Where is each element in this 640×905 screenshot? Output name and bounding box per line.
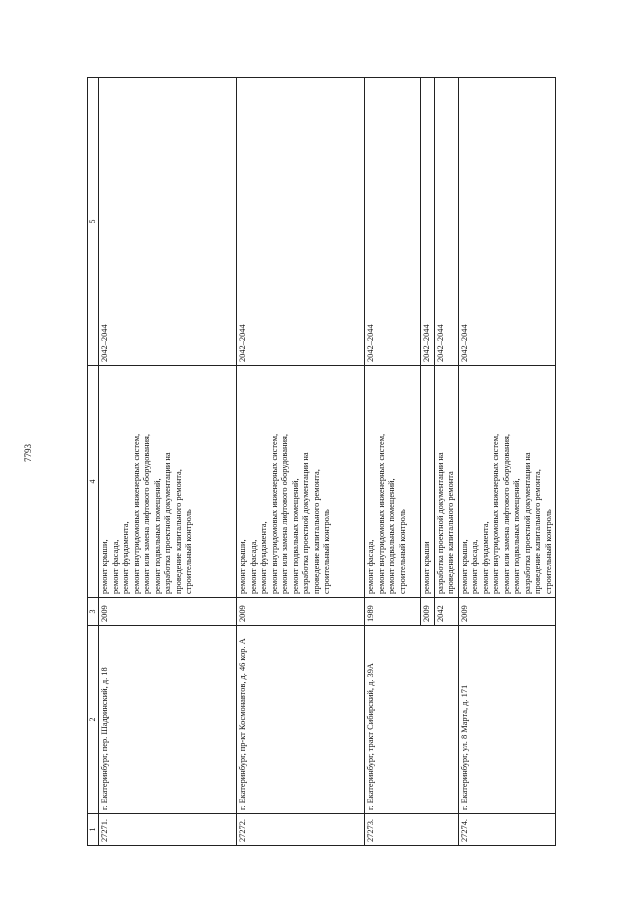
row-number: 27271. [99, 814, 237, 846]
year-cell: 2009 [237, 598, 365, 626]
period-cell: 2042–2044 [365, 78, 421, 366]
address-cell: г. Екатеринбург, пер. Шадринский, д. 18 [99, 626, 237, 814]
header-col-5: 5 [88, 78, 99, 366]
header-row [88, 78, 99, 846]
table-row [99, 78, 237, 846]
works-cell: ремонт крыши, ремонт фасада, ремонт фундамента, ремонт внутридомовых инженерных систем, ремонт или замена лифтового оборудования, ремонт подвальных помещений, разработка проектной документации на проведение капитального ремонта, строительный контроль [237, 366, 365, 598]
works-cell: ремонт крыши, ремонт фасада, ремонт фундамента, ремонт внутридомовых инженерных систем, ремонт или замена лифтового оборудования, ремонт подвальных помещений, разработка проектной документации на проведение капитального ремонта, строительный контроль [458, 366, 556, 598]
address-cell: г. Екатеринбург, тракт Сибирский, д. 39А [365, 626, 459, 814]
year-cell: 2042 [434, 598, 458, 626]
address-cell: г. Екатеринбург, ул. 8 Марта, д. 171 [458, 626, 556, 814]
period-cell: 2042–2044 [458, 78, 556, 366]
address-cell: г. Екатеринбург, пр-кт Космонавтов, д. 46 кор. А [237, 626, 365, 814]
table-row [237, 78, 365, 846]
repair-schedule-table [87, 77, 556, 846]
year-cell: 2009 [99, 598, 237, 626]
period-cell: 2042–2044 [99, 78, 237, 366]
header-col-3: 3 [88, 598, 99, 626]
rotated-table-wrapper [87, 78, 553, 846]
header-col-4: 4 [88, 366, 99, 598]
works-cell: ремонт фасада, ремонт внутридомовых инженерных систем, ремонт подвальных помещений, строительный контроль [365, 366, 421, 598]
year-cell: 2009 [458, 598, 556, 626]
table-row [365, 78, 421, 846]
row-number: 27272. [237, 814, 365, 846]
works-cell: ремонт крыши [421, 366, 435, 598]
period-cell: 2042–2044 [421, 78, 435, 366]
page-number: 7793 [23, 444, 33, 462]
header-col-2: 2 [88, 626, 99, 814]
year-cell: 2009 [421, 598, 435, 626]
year-cell: 1989 [365, 598, 421, 626]
works-cell: разработка проектной документации на проведение капитального ремонта [434, 366, 458, 598]
table-row [458, 78, 556, 846]
period-cell: 2042–2044 [434, 78, 458, 366]
period-cell: 2042–2044 [237, 78, 365, 366]
works-cell: ремонт крыши, ремонт фасада, ремонт фундамента, ремонт внутридомовых инженерных систем, ремонт или замена лифтового оборудования, ремонт подвальных помещений, разработка проектной документации на проведение капитального ремонта, строительный контроль [99, 366, 237, 598]
row-number: 27274. [458, 814, 556, 846]
header-col-1: 1 [88, 814, 99, 846]
row-number: 27273. [365, 814, 459, 846]
